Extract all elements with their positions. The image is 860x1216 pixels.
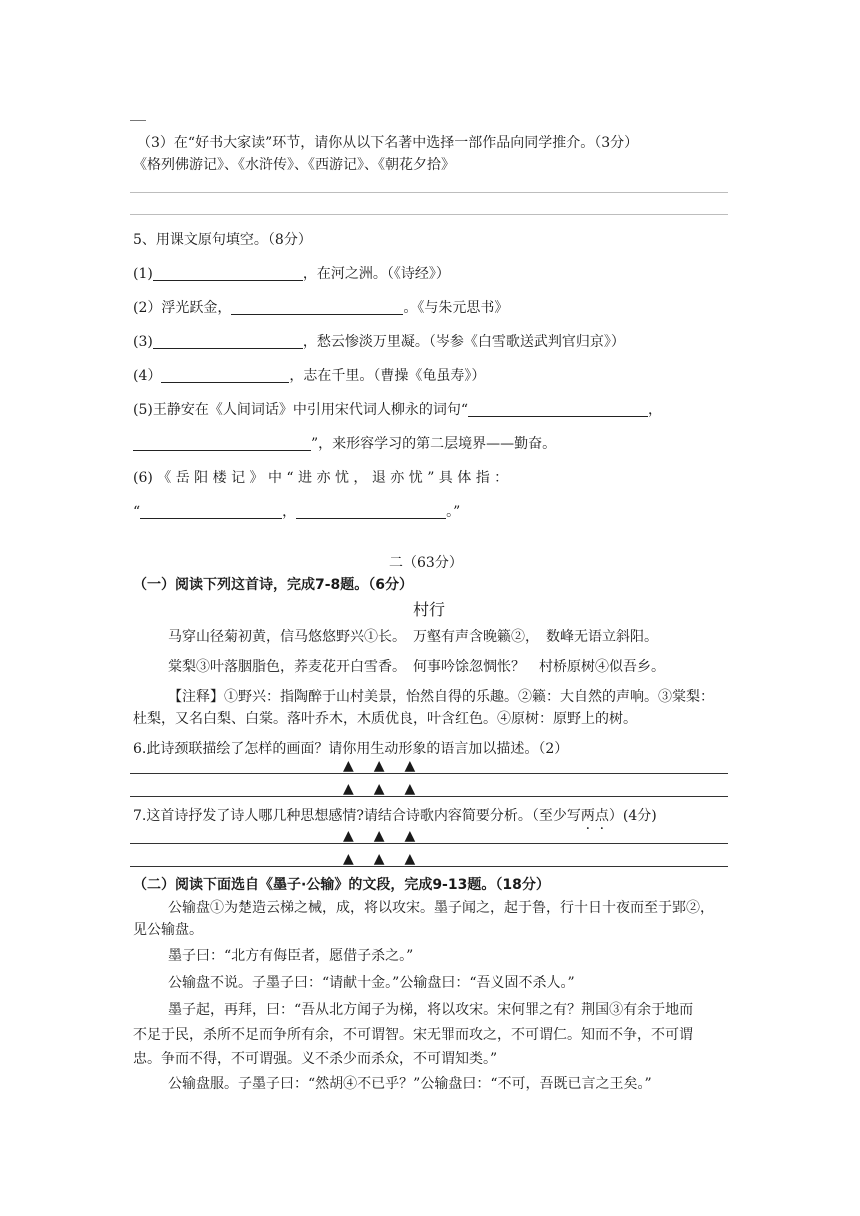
fill-blank-8[interactable]	[296, 504, 446, 519]
poem-line-2: 棠梨③叶落胭脂色，荞麦花开白雪香。 何事吟馀忽惆怅？ 村桥原树④似吾乡。	[168, 659, 665, 675]
q7-emphasis-2: 点	[594, 808, 609, 824]
q6-answer-line-1	[130, 773, 728, 774]
top-dash	[130, 120, 146, 121]
q5-l5-text-a: (5)王静安在《人间词话》中引用宋代词人柳永的词句“	[133, 402, 468, 418]
q7-text-d: ）(4分)	[608, 808, 657, 824]
q5-l6-quote-open: “	[133, 504, 141, 520]
q7-emphasis-1: 两	[580, 808, 595, 824]
passage-p2: 墨子曰：“北方有侮臣者，愿借子杀之。”	[168, 948, 414, 964]
poem-title: 村行	[413, 600, 446, 619]
q5-line-1	[133, 263, 450, 283]
q5-line-6: (6) 《 岳 阳 楼 记 》 中 “ 进 亦 忧 ， 退 亦 忧 ” 具 体 指 ：	[133, 470, 509, 486]
notes-line-1: 【注释】①野兴：指陶醉于山村美景，怡然自得的乐趣。②籁：大自然的声响。③棠梨：	[168, 689, 714, 705]
answer-triangles-4: ▲▲▲	[343, 851, 436, 867]
fill-blank-5[interactable]	[468, 402, 648, 417]
passage-p4-line-3: 忠。争而不得，不可谓强。义不杀少而杀众，不可谓知类。”	[133, 1051, 498, 1067]
q5-l4-text: ，志在千里。（曹操《龟虽寿》）	[289, 368, 486, 384]
answer-triangles-2: ▲▲▲	[343, 781, 436, 797]
passage-p1-line-1: 公输盘①为楚造云梯之械，成，将以攻宋。墨子闻之，起于鲁，行十日十夜而至于郢②，	[168, 900, 714, 916]
q5-l3-text: ，愁云惨淡万里凝。（岑参《白雪歌送武判官归京》）	[302, 334, 625, 350]
q5-l6-end: 。”	[446, 504, 461, 520]
fill-blank-4[interactable]	[161, 368, 289, 383]
q6-answer-line-2	[130, 796, 728, 797]
q7-text	[133, 805, 657, 825]
fill-blank-2[interactable]	[231, 300, 403, 315]
passage-p5: 公输盘服。子墨子曰：“然胡④不已乎？”公输盘曰：“不可，吾既已言之王矣。”	[168, 1076, 652, 1092]
fill-blank-7[interactable]	[140, 504, 282, 519]
passage-p3: 公输盘不说。子墨子曰：“请献十金。”公输盘曰：“吾义固不杀人。”	[168, 975, 575, 991]
q5-l2-text-b: 。《与朱元思书》	[403, 300, 509, 316]
answer-line-2	[130, 214, 728, 215]
q6-text: 6.此诗颈联描绘了怎样的画面？请你用生动形象的语言加以描述。（2）	[133, 741, 569, 757]
q5-l4-num: (4）	[133, 368, 162, 384]
q5-line-4	[133, 365, 485, 385]
q5-l5-text-b: ，	[648, 402, 662, 418]
passage-p1-line-2: 见公输盘。	[133, 922, 203, 938]
q5-l2-text-a: (2）浮光跃金，	[133, 300, 232, 316]
answer-triangles-3: ▲▲▲	[343, 828, 436, 844]
passage-p4-line-1: 墨子起，再拜，曰：“吾从北方闻子为梯，将以攻宋。宋何罪之有？荆国③有余于地而	[168, 1002, 694, 1018]
part-2-title: （二）阅读下面选自《墨子·公输》的文段，完成9-13题。（18分）	[133, 877, 550, 893]
q5-l1-num: (1)	[133, 266, 153, 282]
q5-l5-text-c: ”，来形容学习的第二层境界——勤奋。	[311, 436, 557, 452]
q7-answer-line-2	[130, 866, 728, 867]
q5-line-5b	[133, 433, 556, 453]
q4-3-books: 《格列佛游记》、《水浒传》、《西游记》、《朝花夕拾》	[133, 157, 455, 173]
q5-line-3	[133, 331, 625, 351]
q7-answer-line-1	[130, 843, 728, 844]
poem-line-1: 马穿山径菊初黄，信马悠悠野兴①长。 万壑有声含晚籁②， 数峰无语立斜阳。	[168, 629, 658, 645]
section-2-title: 二（63分）	[389, 555, 463, 571]
q4-3-prompt: （3）在“好书大家读”环节，请你从以下名著中选择一部作品向同学推介。（3分）	[137, 135, 639, 151]
q5-l3-num: (3)	[133, 334, 153, 350]
q5-l1-text: ，在河之洲。（《诗经》）	[302, 266, 450, 282]
fill-blank-1[interactable]	[153, 266, 303, 281]
q5-line-5	[133, 399, 662, 419]
q5-line-2	[133, 297, 508, 317]
q5-title: 5、用课文原句填空。（8分）	[133, 232, 312, 248]
part-1-title: （一）阅读下列这首诗，完成7-8题。（6分）	[133, 577, 414, 593]
q5-l6-comma: ，	[282, 504, 297, 520]
q5-line-6b	[133, 501, 460, 521]
q7-text-a: 7.这首诗抒发了诗人哪几种思想感情?请结合诗歌内容简要分析。（至少写	[133, 808, 581, 824]
passage-p4-line-2: 不足于民，杀所不足而争所有余，不可谓智。宋无罪而攻之，不可谓仁。知而不争，不可谓	[133, 1027, 693, 1043]
notes-line-2: 杜梨，又名白梨、白棠。落叶乔木，木质优良，叶含红色。④原树：原野上的树。	[133, 711, 637, 727]
fill-blank-3[interactable]	[153, 334, 303, 349]
answer-triangles-1: ▲▲▲	[343, 758, 436, 774]
answer-line-1	[130, 192, 728, 193]
fill-blank-6[interactable]	[133, 436, 311, 451]
